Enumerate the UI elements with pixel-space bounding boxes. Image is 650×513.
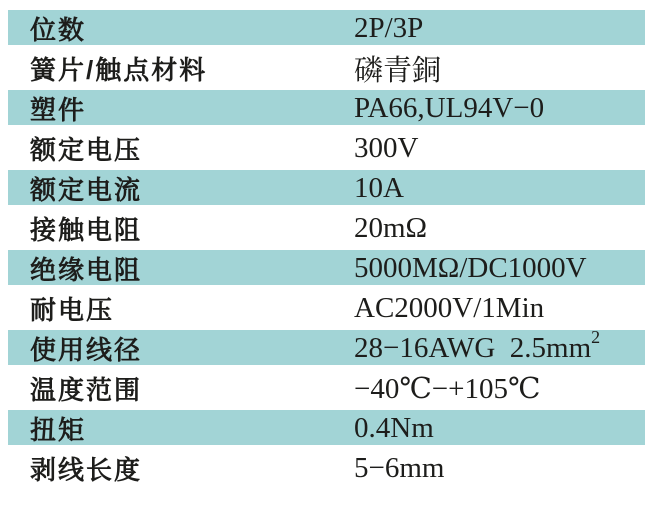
spec-value [354, 412, 645, 445]
spec-value-text: 5−6mm [354, 451, 445, 484]
spec-value-text: 10A [354, 171, 404, 204]
spec-value [354, 48, 645, 89]
table-row [8, 328, 645, 368]
spec-value-superscript: 2 [591, 327, 601, 348]
spec-value-text: 磷青銅 [354, 54, 442, 87]
table-row [8, 408, 645, 448]
table-row [8, 128, 645, 168]
spec-value [354, 452, 645, 485]
spec-value-text: 5000MΩ/DC1000V [354, 251, 587, 284]
spec-value [354, 371, 645, 406]
spec-value-text: 20mΩ [354, 211, 428, 244]
spec-value [354, 212, 645, 245]
table-row [8, 288, 645, 328]
spec-value [354, 292, 645, 325]
spec-label: 绝缘电阻 [30, 254, 143, 285]
spec-value-text: 2P/3P [354, 11, 424, 44]
spec-value [354, 132, 645, 165]
spec-label: 簧片/触点材料 [30, 54, 208, 85]
spec-label: 耐电压 [30, 294, 115, 325]
spec-value [354, 327, 645, 365]
spec-value [354, 92, 645, 125]
table-row [8, 168, 645, 208]
spec-label: 温度范围 [30, 374, 143, 405]
spec-value-text: −40℃−+105℃ [354, 372, 541, 405]
spec-table [8, 8, 645, 488]
table-row [8, 448, 645, 488]
spec-value-text: 0.4Nm [354, 411, 434, 444]
spec-label: 剥线长度 [30, 454, 143, 485]
spec-label: 扭矩 [30, 414, 87, 445]
table-row [8, 248, 645, 288]
spec-value-text: PA66,UL94V−0 [354, 91, 545, 124]
table-row [8, 208, 645, 248]
spec-label: 额定电流 [30, 174, 143, 205]
table-row [8, 48, 645, 88]
spec-value [354, 172, 645, 205]
table-row [8, 88, 645, 128]
spec-label: 接触电阻 [30, 214, 143, 245]
spec-label: 塑件 [30, 94, 87, 125]
table-row [8, 8, 645, 48]
spec-value-text: 28−16AWG 2.5mm [354, 331, 592, 364]
spec-value [354, 12, 645, 45]
spec-label: 额定电压 [30, 134, 143, 165]
spec-value-text: AC2000V/1Min [354, 291, 545, 324]
spec-value-text: 300V [354, 131, 419, 164]
table-row [8, 368, 645, 408]
spec-label: 位数 [30, 14, 87, 45]
spec-value [354, 252, 645, 285]
spec-label: 使用线径 [30, 334, 143, 365]
